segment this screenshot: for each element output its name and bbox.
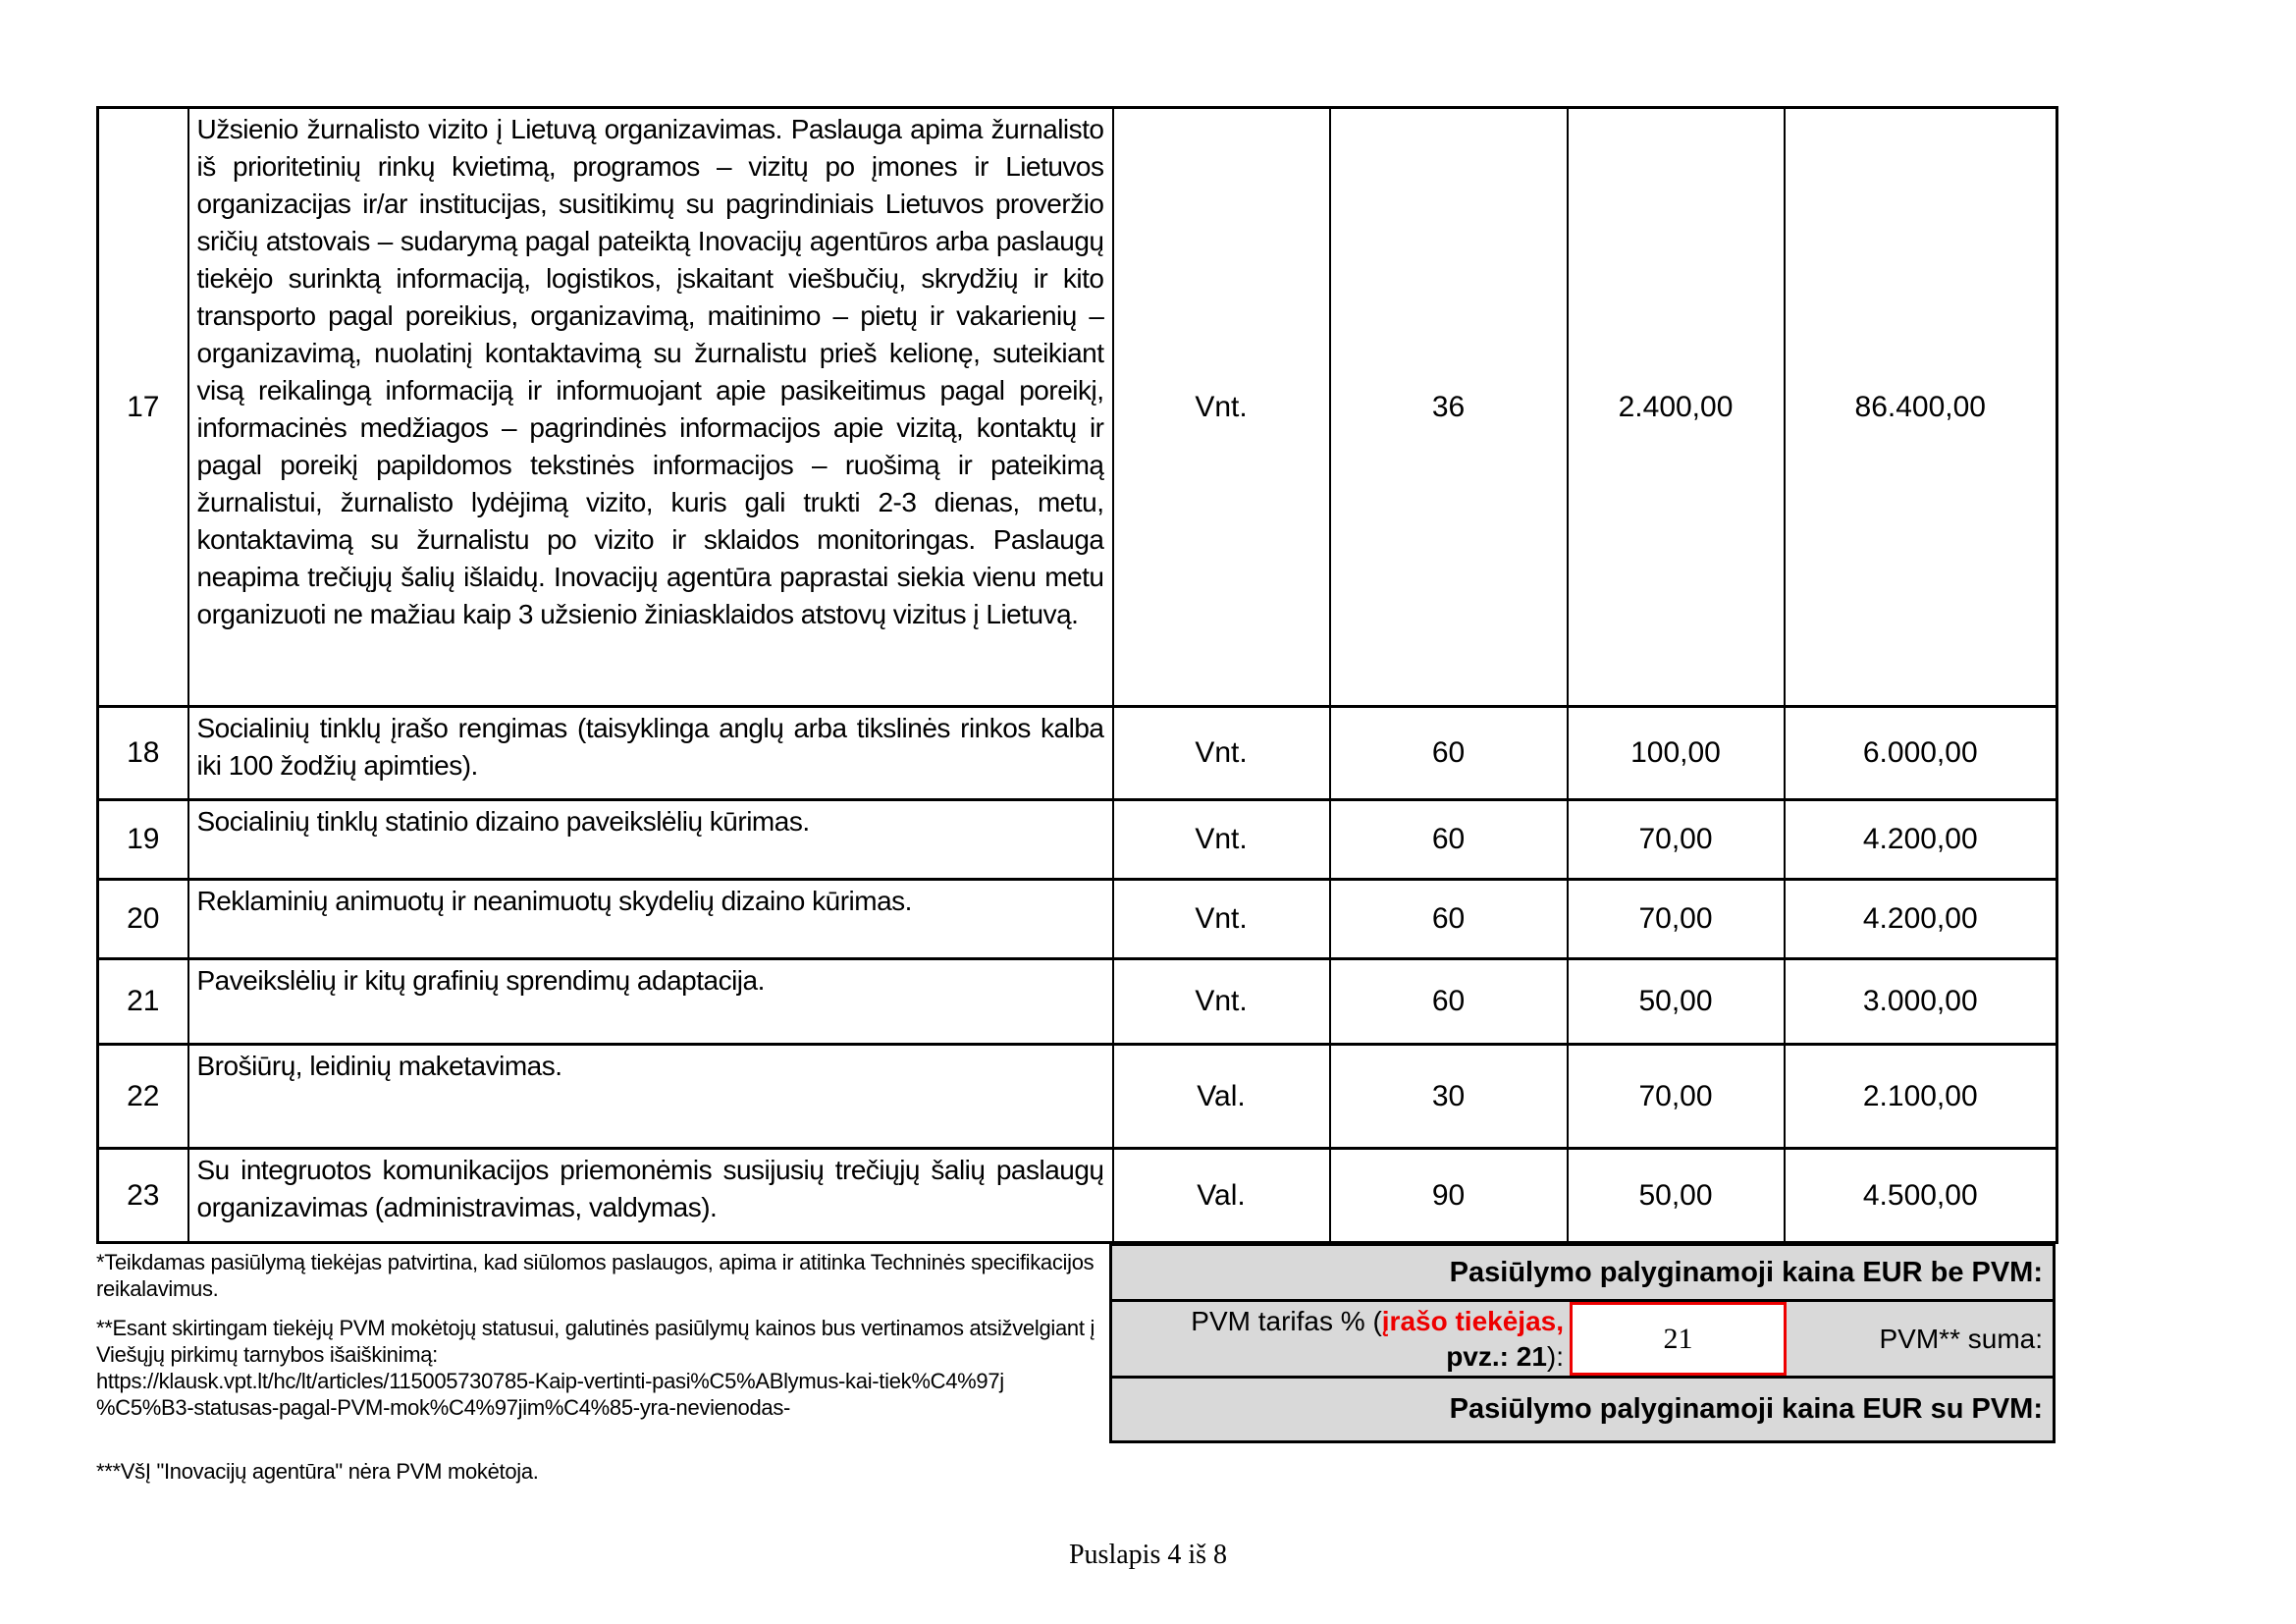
vpt-url-line-2[interactable]: %C5%B3-statusas-pagal-PVM-mok%C4%97jim%C4%85-yra-nevienodas- [96, 1395, 791, 1420]
table-row [98, 108, 2057, 707]
vat-rate-label-example: pvz.: 21 [1446, 1340, 1547, 1372]
unit-cell: Val. [1113, 1045, 1330, 1149]
total-cell: 3.000,00 [1785, 959, 2057, 1045]
footnote-agency-not-vat-payer: ***VšĮ "Inovacijų agentūra" nėra PVM mokėtoja. [96, 1459, 539, 1484]
price-excl-vat-label: Pasiūlymo palyginamoji kaina EUR be PVM: [1449, 1256, 2043, 1288]
price-incl-vat-label: Pasiūlymo palyginamoji kaina EUR su PVM: [1449, 1393, 2043, 1425]
total-cell: 6.000,00 [1785, 707, 2057, 800]
vpt-url-line-1[interactable]: https://klausk.vpt.lt/hc/lt/articles/115005730785-Kaip-vertinti-pasi%C5%ABlymus-kai-tiek%C4%97j [96, 1369, 1004, 1393]
unit-cell: Vnt. [1113, 707, 1330, 800]
table-row [98, 959, 2057, 1045]
table-row [98, 880, 2057, 959]
quantity-cell: 60 [1330, 707, 1568, 800]
vat-rate-label-suffix: ): [1546, 1340, 1564, 1372]
footnotes [96, 1249, 1117, 1485]
vat-rate-label [1112, 1302, 1570, 1376]
vat-rate-label-prefix: PVM tarifas % ( [1191, 1305, 1382, 1336]
row-number-cell: 19 [98, 800, 188, 880]
footnote-vat-status [96, 1315, 1117, 1421]
total-cell: 4.200,00 [1785, 880, 2057, 959]
footnote-technical-spec: *Teikdamas pasiūlymą tiekėjas patvirtina, kad siūlomos paslaugos, apima ir atitinka Techninės specifikacijos reikalavimus. [96, 1250, 1095, 1301]
vat-rate-row [1112, 1299, 2053, 1379]
unit-price-cell: 2.400,00 [1568, 108, 1785, 707]
vat-summary-block [1109, 1243, 2056, 1443]
quantity-cell: 60 [1330, 880, 1568, 959]
table-row [98, 800, 2057, 880]
total-cell: 2.100,00 [1785, 1045, 2057, 1149]
description-cell: Brošiūrų, leidinių maketavimas. [188, 1045, 1113, 1149]
total-cell: 4.200,00 [1785, 800, 2057, 880]
unit-cell: Val. [1113, 1149, 1330, 1243]
quantity-cell: 60 [1330, 800, 1568, 880]
page-number: Puslapis 4 iš 8 [1068, 1540, 1228, 1570]
description-cell: Su integruotos komunikacijos priemonėmis susijusių trečiųjų šalių paslaugų organizavimas (administravimas, valdymas). [188, 1149, 1113, 1243]
unit-cell: Vnt. [1113, 108, 1330, 707]
unit-price-cell: 50,00 [1568, 959, 1785, 1045]
total-cell: 4.500,00 [1785, 1149, 2057, 1243]
description-cell: Reklaminių animuotų ir neanimuotų skydelių dizaino kūrimas. [188, 880, 1113, 959]
unit-price-cell: 100,00 [1568, 707, 1785, 800]
description-cell: Socialinių tinklų įrašo rengimas (taisyklinga anglų arba tikslinės rinkos kalba iki 100 žodžių apimties). [188, 707, 1113, 800]
row-number-cell: 22 [98, 1045, 188, 1149]
table-row [98, 1149, 2057, 1243]
quantity-cell: 30 [1330, 1045, 1568, 1149]
unit-cell: Vnt. [1113, 800, 1330, 880]
table-row [98, 1045, 2057, 1149]
vat-sum-label: PVM** suma: [1879, 1323, 2043, 1354]
footnote-vat-status-text: **Esant skirtingam tiekėjų PVM mokėtojų statusui, galutinės pasiūlymų kainos bus vertinamos atsižvelgiant į Viešųjų pirkimų tarnybos išaiškinimą: [96, 1316, 1095, 1367]
row-number-cell: 17 [98, 108, 188, 707]
total-cell: 86.400,00 [1785, 108, 2057, 707]
row-number-cell: 23 [98, 1149, 188, 1243]
unit-cell: Vnt. [1113, 880, 1330, 959]
vat-rate-label-highlight: įrašo tiekėjas, [1381, 1305, 1564, 1336]
unit-price-cell: 70,00 [1568, 800, 1785, 880]
row-number-cell: 21 [98, 959, 188, 1045]
unit-price-cell: 70,00 [1568, 880, 1785, 959]
description-cell: Socialinių tinklų statinio dizaino paveikslėlių kūrimas. [188, 800, 1113, 880]
unit-price-cell: 70,00 [1568, 1045, 1785, 1149]
unit-price-cell: 50,00 [1568, 1149, 1785, 1243]
row-number-cell: 18 [98, 707, 188, 800]
pricing-table [96, 106, 2058, 1244]
unit-cell: Vnt. [1113, 959, 1330, 1045]
table-row [98, 707, 2057, 800]
quantity-cell: 90 [1330, 1149, 1568, 1243]
quantity-cell: 60 [1330, 959, 1568, 1045]
description-cell: Užsienio žurnalisto vizito į Lietuvą organizavimas. Paslauga apima žurnalisto iš prioritetinių rinkų kvietimą, programos – vizitų po įmones ir Lietuvos organizacijas ir/ar institucijas, susitikimų su pagrindiniais Lietuvos proveržio sričių atstovais – sudarymą pagal pateiktą Inovacijų agentūros arba paslaugų tiekėjo surinktą informaciją, logistikos, įskaitant viešbučių, skrydžių ir kito transporto pagal poreikius, organizavimą, maitinimo – pietų ir vakarienių – organizavimą, nuolatinį kontaktavimą su žurnalistu prieš kelionę, suteikiant visą reikalingą informaciją ir informuojant apie pasikeitimus pagal poreikį, informacinės medžiagos – pagrindinės informacijos apie vizitą, kontaktų ir pagal poreikį papildomos tekstinės informacijos – ruošimą ir pateikimą žurnalistui, žurnalisto lydėjimą vizito, kuris gali trukti 2-3 dienas, metu, kontaktavimą su žurnalistu po vizito ir sklaidos monitoringas. Paslauga neapima trečiųjų šalių išlaidų. Inovacijų agentūra paprastai siekia vienu metu organizuoti ne mažiau kaip 3 užsienio žiniasklaidos atstovų vizitus į Lietuvą. [188, 108, 1113, 707]
row-number-cell: 20 [98, 880, 188, 959]
quantity-cell: 36 [1330, 108, 1568, 707]
vat-rate-input[interactable]: 21 [1570, 1302, 1787, 1376]
description-cell: Paveikslėlių ir kitų grafinių sprendimų adaptacija. [188, 959, 1113, 1045]
